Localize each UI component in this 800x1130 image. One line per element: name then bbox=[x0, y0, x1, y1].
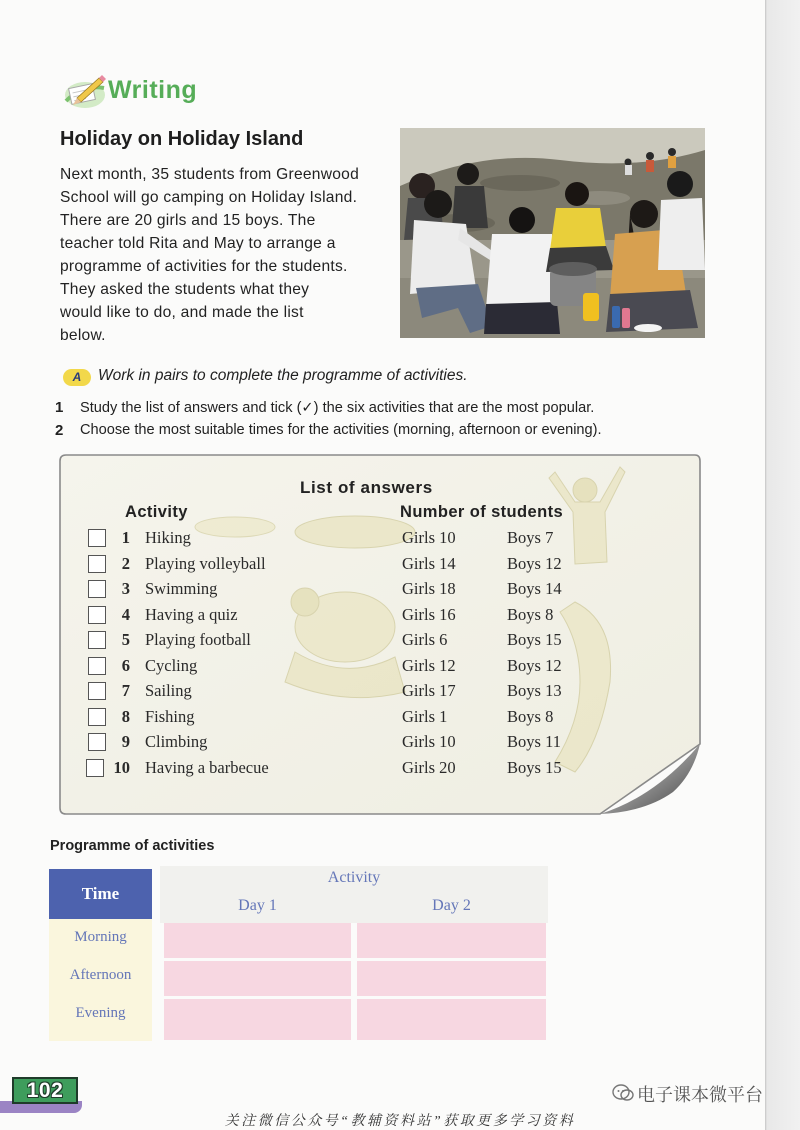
activity-name: Climbing bbox=[145, 732, 208, 751]
activity-number: 1 bbox=[121, 528, 130, 547]
step-1 bbox=[55, 399, 715, 419]
answer-row bbox=[0, 553, 700, 575]
boys-value: 11 bbox=[545, 732, 561, 751]
girls-count bbox=[402, 629, 447, 651]
programme-title: Programme of activities bbox=[50, 838, 215, 854]
girls-value: 20 bbox=[439, 757, 456, 777]
boys-count bbox=[507, 527, 553, 549]
writing-pencil-icon bbox=[63, 70, 108, 112]
activity-column-header: Activity bbox=[125, 503, 188, 521]
boys-label: Boys bbox=[507, 655, 541, 675]
activity-name: Playing volleyball bbox=[145, 553, 266, 573]
boys-value: 12 bbox=[545, 655, 562, 675]
answer-row bbox=[0, 655, 700, 677]
girls-value: 18 bbox=[439, 579, 456, 598]
activity-name: Swimming bbox=[145, 579, 218, 598]
girls-value: 1 bbox=[439, 706, 448, 726]
step-2 bbox=[55, 422, 715, 442]
watermark-text: 电子课本微平台 bbox=[637, 1085, 763, 1105]
answer-row bbox=[0, 604, 700, 626]
paragraph-line: teacher told Rita and May to arrange a bbox=[60, 235, 336, 252]
girls-count bbox=[402, 578, 456, 600]
boys-value: 12 bbox=[545, 553, 562, 573]
boys-value: 15 bbox=[545, 757, 562, 777]
article-title: Holiday on Holiday Island bbox=[60, 128, 304, 150]
girls-label: Girls bbox=[402, 706, 435, 726]
girls-value: 10 bbox=[439, 732, 456, 751]
boys-label: Boys bbox=[507, 706, 541, 726]
girls-label: Girls bbox=[402, 757, 435, 777]
boys-value: 8 bbox=[545, 604, 554, 624]
boys-label: Boys bbox=[507, 757, 541, 777]
boys-label: Boys bbox=[507, 630, 541, 649]
boys-count bbox=[507, 629, 562, 651]
paragraph-line: School will go camping on Holiday Island. bbox=[60, 189, 358, 206]
day-1-header: Day 1 bbox=[238, 897, 277, 914]
boys-value: 15 bbox=[545, 630, 562, 649]
boys-count bbox=[507, 578, 562, 600]
girls-count bbox=[402, 655, 456, 677]
boys-label: Boys bbox=[507, 579, 541, 598]
boys-label: Boys bbox=[507, 732, 541, 751]
girls-label: Girls bbox=[402, 604, 435, 624]
girls-label: Girls bbox=[402, 681, 435, 700]
answer-row bbox=[0, 527, 700, 549]
students-column-header: Number of students bbox=[400, 503, 564, 521]
task-instruction: Work in pairs to complete the programme of activities. bbox=[98, 367, 468, 384]
step-text: Choose the most suitable times for the activities (morning, afternoon or evening). bbox=[80, 422, 602, 438]
girls-count bbox=[402, 757, 456, 779]
girls-count bbox=[402, 604, 456, 626]
boys-value: 8 bbox=[545, 706, 554, 726]
boys-label: Boys bbox=[507, 604, 541, 624]
section-title: Writing bbox=[108, 76, 198, 104]
footer-note: 关注微信公众号“教辅资料站”获取更多学习资料 bbox=[224, 1114, 576, 1129]
boys-label: Boys bbox=[507, 681, 541, 700]
boys-value: 13 bbox=[545, 681, 562, 700]
girls-label: Girls bbox=[402, 655, 435, 675]
cell-morning-day1[interactable] bbox=[164, 923, 351, 958]
answer-row bbox=[0, 578, 700, 600]
cell-afternoon-day1[interactable] bbox=[164, 961, 351, 996]
answer-row bbox=[0, 680, 700, 702]
boys-count bbox=[507, 757, 562, 779]
girls-count bbox=[402, 553, 456, 575]
answer-row bbox=[0, 706, 700, 728]
camping-photo bbox=[400, 128, 705, 338]
answer-row bbox=[0, 731, 700, 753]
time-header: Time bbox=[49, 869, 152, 919]
girls-count bbox=[402, 706, 447, 728]
girls-value: 6 bbox=[439, 630, 448, 649]
step-number: 1 bbox=[55, 399, 64, 416]
time-morning: Morning bbox=[74, 929, 127, 945]
activity-name: Having a quiz bbox=[145, 604, 238, 624]
cell-afternoon-day2[interactable] bbox=[357, 961, 546, 996]
boys-count bbox=[507, 731, 561, 753]
article-paragraph bbox=[60, 163, 359, 347]
answer-row bbox=[0, 629, 700, 651]
cell-morning-day2[interactable] bbox=[357, 923, 546, 958]
paragraph-line: There are 20 girls and 15 boys. The bbox=[60, 212, 316, 229]
girls-count bbox=[402, 731, 456, 753]
boys-count bbox=[507, 604, 553, 626]
activity-header: Activity bbox=[327, 869, 381, 886]
girls-count bbox=[402, 527, 456, 549]
page-edge-shadow bbox=[765, 0, 800, 1130]
time-afternoon: Afternoon bbox=[69, 967, 132, 983]
activity-name: Fishing bbox=[145, 706, 195, 726]
boys-count bbox=[507, 655, 562, 677]
page-number: 102 bbox=[12, 1077, 78, 1104]
girls-label: Girls bbox=[402, 579, 435, 598]
boys-label: Boys bbox=[507, 528, 541, 547]
paragraph-line: Next month, 35 students from Greenwood bbox=[60, 166, 359, 183]
cell-evening-day2[interactable] bbox=[357, 999, 546, 1040]
activity-number: 2 bbox=[121, 553, 130, 573]
activity-name: Hiking bbox=[145, 528, 191, 547]
paragraph-line: would like to do, and made the list bbox=[60, 304, 304, 321]
paragraph-line: programme of activities for the students. bbox=[60, 258, 348, 275]
activity-name: Sailing bbox=[145, 681, 192, 700]
activity-number: 9 bbox=[121, 732, 130, 751]
answer-row bbox=[0, 757, 700, 779]
boys-count bbox=[507, 553, 562, 575]
boys-count bbox=[507, 706, 553, 728]
girls-value: 17 bbox=[439, 681, 456, 700]
time-evening: Evening bbox=[75, 1005, 126, 1021]
wechat-icon bbox=[612, 1083, 634, 1103]
girls-value: 12 bbox=[439, 655, 456, 675]
boys-label: Boys bbox=[507, 553, 541, 573]
activity-number: 3 bbox=[121, 579, 130, 598]
activity-number: 7 bbox=[121, 681, 130, 700]
step-number: 2 bbox=[55, 422, 64, 439]
activity-name: Having a barbecue bbox=[145, 757, 269, 777]
girls-value: 14 bbox=[439, 553, 456, 573]
answers-list bbox=[0, 527, 700, 782]
activity-number: 6 bbox=[121, 655, 130, 675]
girls-label: Girls bbox=[402, 732, 435, 751]
boys-value: 14 bbox=[545, 579, 562, 598]
activity-name: Cycling bbox=[145, 655, 198, 675]
tick-checkbox[interactable] bbox=[86, 759, 104, 777]
cell-evening-day1[interactable] bbox=[164, 999, 351, 1040]
activity-number: 10 bbox=[113, 757, 130, 777]
paragraph-line: below. bbox=[60, 327, 106, 344]
day-2-header: Day 2 bbox=[432, 897, 471, 914]
girls-value: 16 bbox=[439, 604, 456, 624]
boys-value: 7 bbox=[545, 528, 554, 547]
list-title: List of answers bbox=[300, 478, 433, 497]
girls-value: 10 bbox=[439, 528, 456, 547]
girls-label: Girls bbox=[402, 528, 435, 547]
girls-label: Girls bbox=[402, 553, 435, 573]
step-text: Study the list of answers and tick (✓) the six activities that are the most popular. bbox=[80, 400, 595, 416]
activity-number: 5 bbox=[121, 630, 130, 649]
paragraph-line: They asked the students what they bbox=[60, 281, 310, 298]
task-badge: A bbox=[63, 369, 91, 386]
activity-number: 4 bbox=[121, 604, 130, 624]
activity-name: Playing football bbox=[145, 630, 251, 649]
boys-count bbox=[507, 680, 562, 702]
girls-count bbox=[402, 680, 456, 702]
activity-number: 8 bbox=[121, 706, 130, 726]
girls-label: Girls bbox=[402, 630, 435, 649]
